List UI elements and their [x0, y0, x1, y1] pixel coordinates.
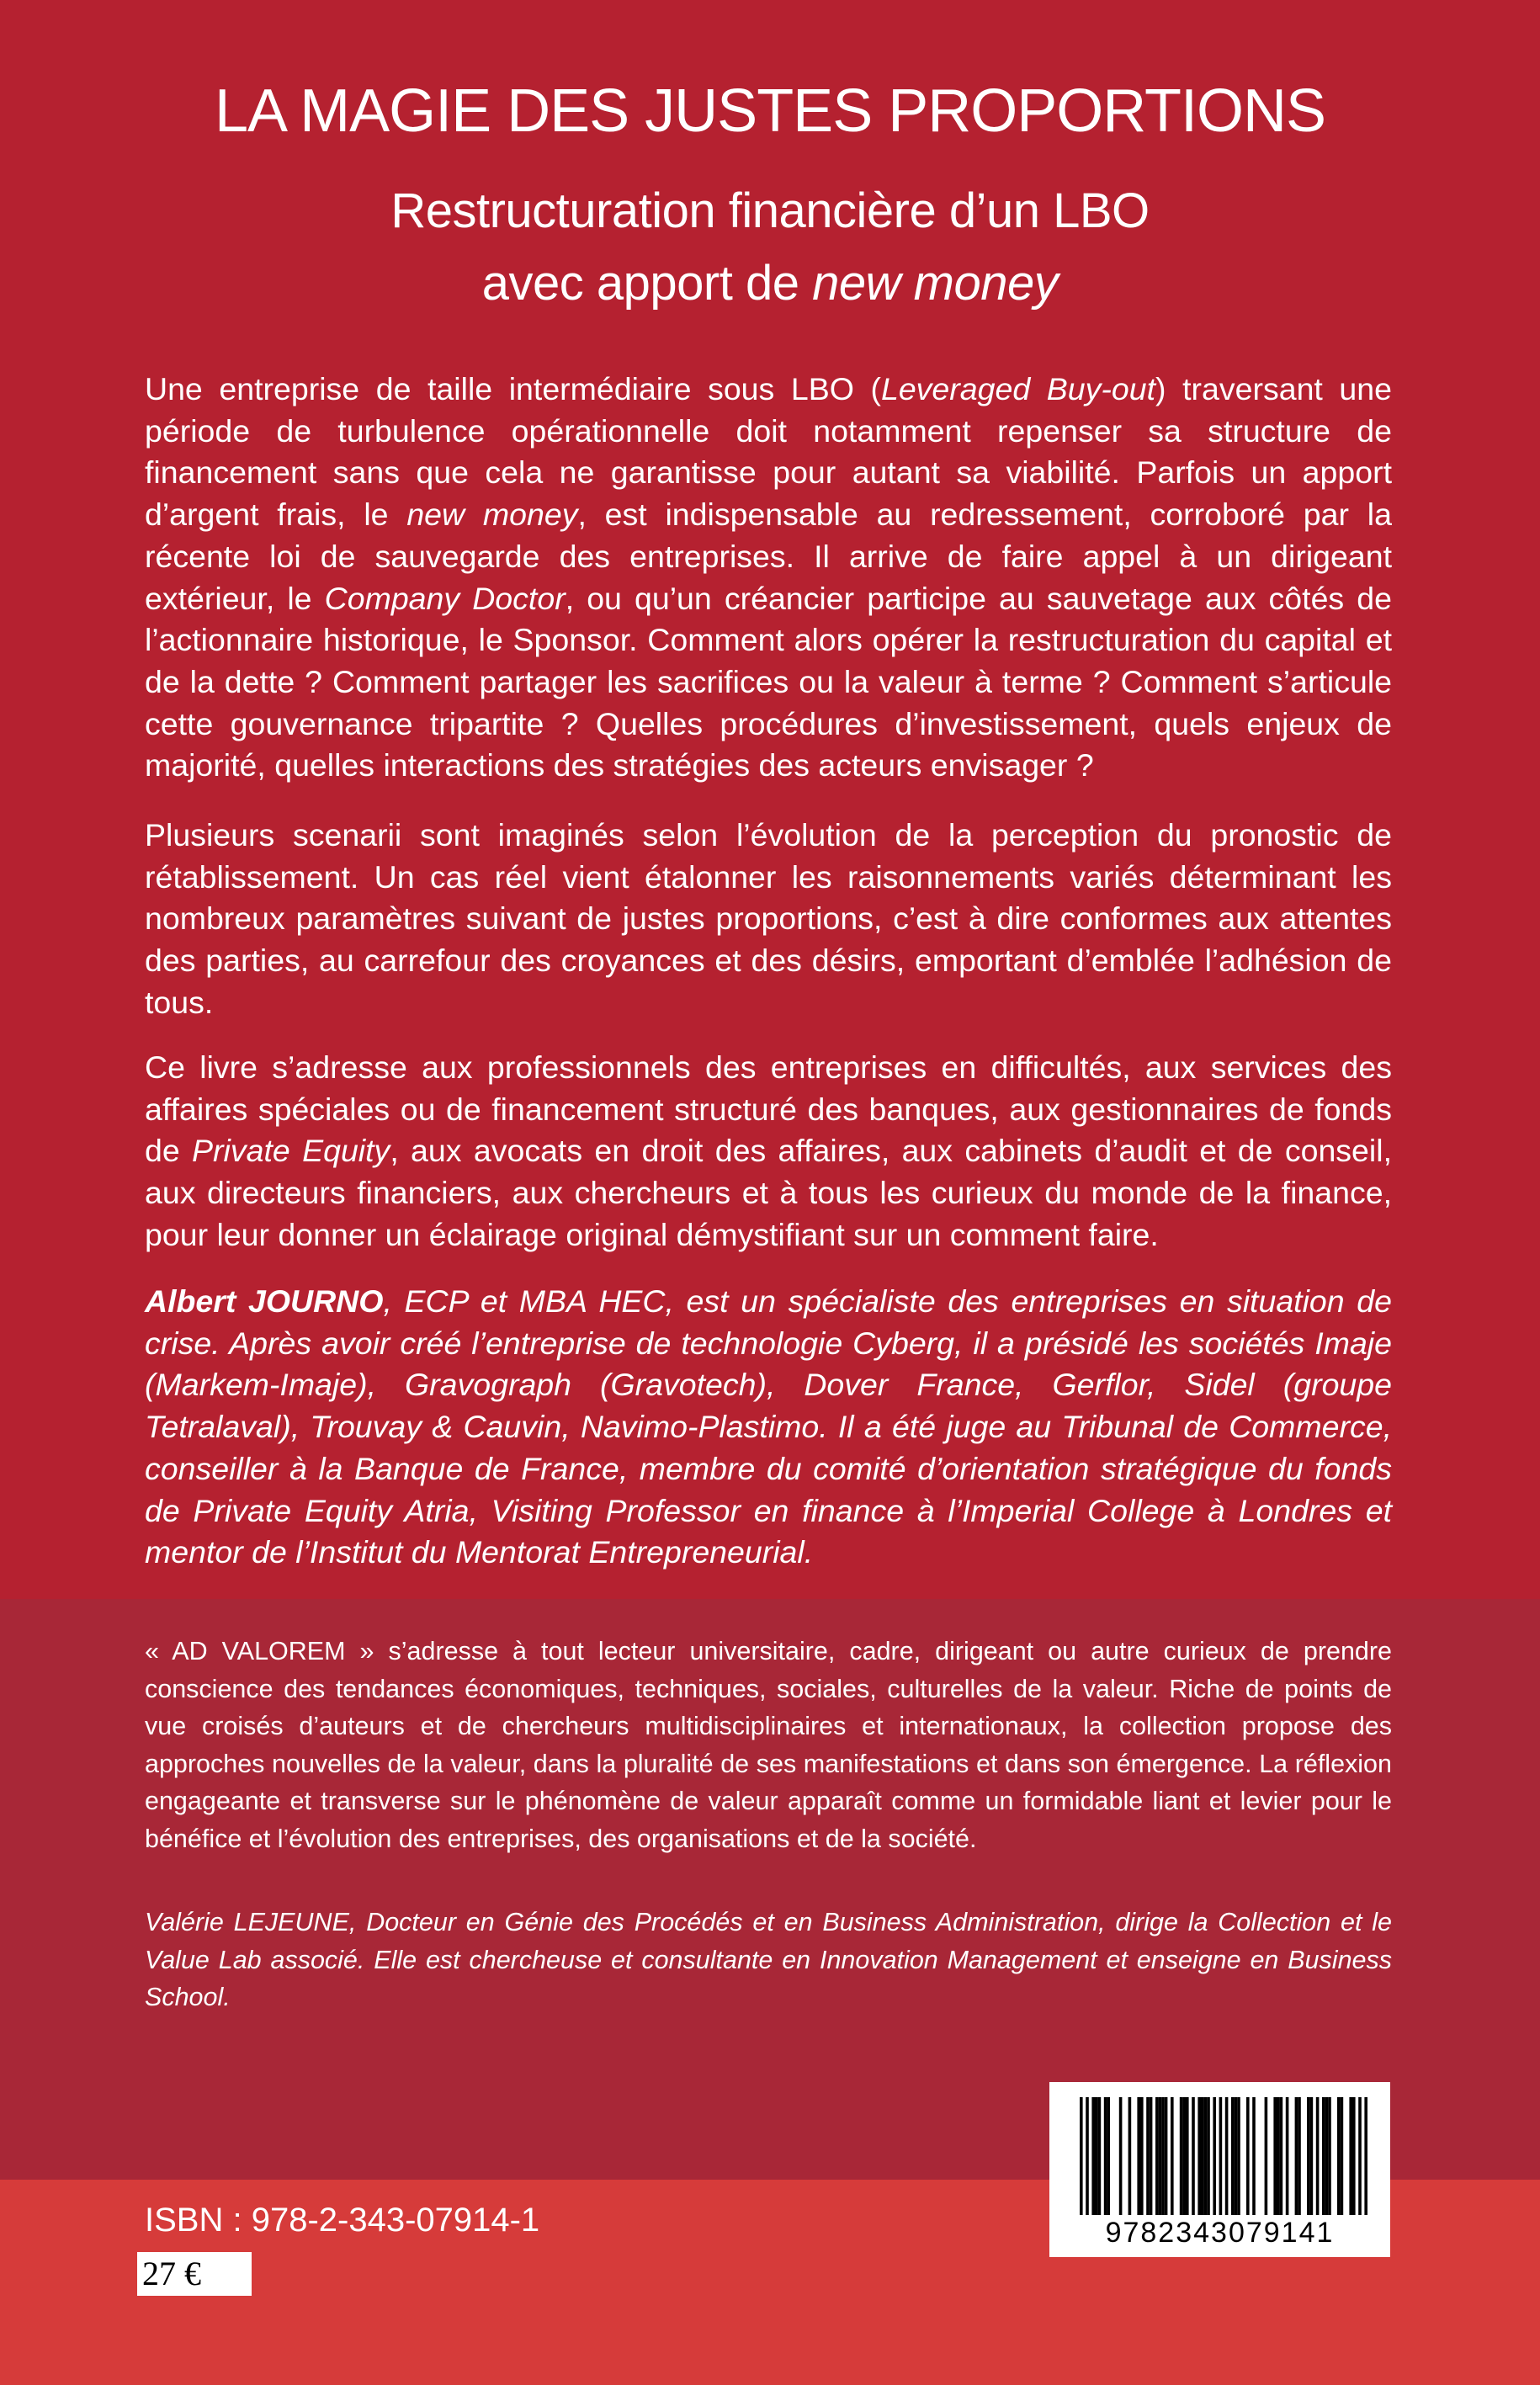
author-bio-text: , ECP et MBA HEC, est un spécialiste des entreprises en situation de crise. Après avoir créé l’entreprise de technologie Cyberg, il a présidé les sociétés Imaje (Markem-Imaje), Gravograph (Gravotech), Dover France, Gerflor, Sidel (groupe Tetralaval), Trouvay & Cauvin, Navimo-Plastimo. Il a été juge au Tribunal de Commerce, conseiller à la Banque de France, membre du comité d’orientation stratégique du fonds de Private Equity Atria, Visiting Professor en finance à l’Imperial College à Londres et mentor de l’Institut du Mentorat Entrepreneurial.	[145, 1283, 1392, 1570]
barcode-bar	[1316, 2097, 1320, 2215]
text-span: Une entreprise de taille intermédiaire sous LBO (	[145, 371, 881, 406]
barcode-bar	[1341, 2097, 1344, 2215]
barcode-bar	[1080, 2097, 1083, 2215]
summary-paragraph-3	[145, 1047, 1392, 1256]
barcode	[1049, 2082, 1390, 2257]
barcode-bar	[1298, 2097, 1301, 2215]
italic-term: Company Doctor	[324, 580, 566, 616]
barcode-bar	[1086, 2097, 1089, 2215]
text-span: , ou qu’un créancier participe au sauvetage aux côtés de l’actionnaire historique, le Sponsor. Comment alors opérer la restructuration du capital et de la dette ? Comment partager les sacrifices ou la valeur à terme ? Comment s’articule cette gouvernance tripartite ? Quelles procédures d’investissement, quels enjeux de majorité, quelles interactions des stratégies des acteurs envisager ?	[145, 580, 1392, 783]
subtitle-italic: new money	[812, 256, 1059, 311]
text-span: ) traversant une période de turbulence opérationnelle doit notamment repenser sa structure de financement sans que cela ne garantisse pour autant sa viabilité. Parfois un apport d’argent frais, le	[145, 371, 1392, 533]
italic-term: Private Equity	[192, 1133, 390, 1169]
italic-term: Leveraged Buy-out	[880, 371, 1156, 406]
barcode-bar	[1128, 2097, 1132, 2215]
barcode-bar	[1273, 2097, 1277, 2215]
barcode-bar	[1349, 2097, 1352, 2215]
barcode-bar	[1104, 2097, 1107, 2215]
summary-paragraph-2: Plusieurs scenarii sont imaginés selon l’évolution de la perception du pronostic de rétablissement. Un cas réel vient étalonner les raisonnements variés déterminant les nombreux paramètres suivant de justes proportions, c’est à dire conformes aux attentes des parties, au carrefour des croyances et des désirs, emportant d’emblée l’adhésion de tous.	[145, 817, 1392, 1020]
barcode-bar	[1325, 2097, 1329, 2215]
barcode-bar	[1337, 2097, 1341, 2215]
isbn: ISBN : 978-2-343-07914-1	[145, 2202, 540, 2239]
barcode-bar	[1277, 2097, 1280, 2215]
barcode-bar	[1192, 2097, 1195, 2215]
barcode-bar	[1225, 2097, 1229, 2215]
barcode-bar	[1171, 2097, 1174, 2215]
italic-term: new money	[406, 497, 578, 533]
book-title: LA MAGIE DES JUSTES PROPORTIONS	[215, 77, 1325, 145]
barcode-bar	[1204, 2097, 1208, 2215]
barcode-bar	[1091, 2097, 1095, 2215]
barcode-bar	[1352, 2097, 1356, 2215]
text-span: Ce livre s’adresse aux professionnels des entreprises en difficultés, aux services des affaires spéciales ou de financement structuré des banques, aux gestionnaires de fonds de	[145, 1049, 1392, 1169]
barcode-bar	[1095, 2097, 1098, 2215]
barcode-bar	[1098, 2097, 1102, 2215]
subtitle-prefix: avec apport de	[481, 256, 813, 311]
text-span: , aux avocats en droit des affaires, aux cabinets d’audit et de conseil, aux directeurs financiers, aux chercheurs et à tous les curieux du monde de la finance, pour leur donner un éclairage original démystifiant sur un comment faire.	[145, 1133, 1392, 1252]
barcode-bar	[1307, 2097, 1310, 2215]
barcode-bar	[1140, 2097, 1144, 2215]
barcode-bar	[1213, 2097, 1216, 2215]
author-bio	[145, 1281, 1392, 1574]
collection-director: Valérie LEJEUNE, Docteur en Génie des Procédés et en Business Administration, dirige la Collection et le Value Lab associé. Elle est chercheuse et consultante en Innovation Management et enseigne en Business School.	[145, 1908, 1392, 2012]
barcode-bar	[1252, 2097, 1256, 2215]
barcode-bar	[1310, 2097, 1314, 2215]
barcode-bar	[1265, 2097, 1268, 2215]
barcode-bar	[1165, 2097, 1168, 2215]
summary-paragraph-1	[145, 369, 1392, 787]
collection-description: « AD VALOREM » s’adresse à tout lecteur universitaire, cadre, dirigeant ou autre curieux de prendre conscience des tendances économiques, techniques, sociales, culturelles de la valeur. Riche de points de vue croisés d’auteurs et de chercheurs multidisciplinaires et internationaux, la collection propose des approches nouvelles de la valeur, dans la pluralité de ses manifestations et dans son émergence. La réflexion engageante et transverse sur le phénomène de valeur apparaît comme un formidable liant et levier pour le bénéfice et l’évolution des entreprises, des organisations et de la société.	[145, 1637, 1392, 1853]
barcode-bar	[1237, 2097, 1240, 2215]
barcode-bar	[1246, 2097, 1250, 2215]
barcode-bar	[1159, 2097, 1162, 2215]
barcode-bar	[1231, 2097, 1235, 2215]
barcode-bar	[1328, 2097, 1331, 2215]
price-tag: 27 €	[137, 2252, 252, 2296]
barcode-bar	[1235, 2097, 1238, 2215]
barcode-bar	[1186, 2097, 1189, 2215]
barcode-bar	[1295, 2097, 1298, 2215]
text-span: , est indispensable au redressement, corroboré par la récente loi de sauvegarde des entreprises. Il arrive de faire appel à un dirigeant extérieur, le	[145, 497, 1392, 616]
barcode-bar	[1207, 2097, 1210, 2215]
book-subtitle-line1: Restructuration financière d’un LBO	[390, 183, 1150, 238]
barcode-bar	[1280, 2097, 1283, 2215]
barcode-bar	[1182, 2097, 1186, 2215]
barcode-bar	[1146, 2097, 1150, 2215]
barcode-bar	[1137, 2097, 1140, 2215]
barcode-bar	[1286, 2097, 1289, 2215]
barcode-bar	[1107, 2097, 1110, 2215]
barcode-bar	[1201, 2097, 1204, 2215]
book-subtitle-line2	[0, 256, 1540, 311]
barcode-bar	[1161, 2097, 1165, 2215]
barcode-bar	[1150, 2097, 1153, 2215]
barcode-bar	[1322, 2097, 1325, 2215]
barcode-bar	[1197, 2097, 1201, 2215]
barcode-bar	[1358, 2097, 1362, 2215]
author-name: Albert JOURNO	[145, 1283, 384, 1319]
barcode-bar	[1119, 2097, 1123, 2215]
barcode-bar	[1219, 2097, 1223, 2215]
barcode-bar	[1364, 2097, 1367, 2215]
barcode-number: 9782343079141	[1105, 2217, 1335, 2249]
barcode-bar	[1180, 2097, 1183, 2215]
barcode-bar	[1155, 2097, 1159, 2215]
